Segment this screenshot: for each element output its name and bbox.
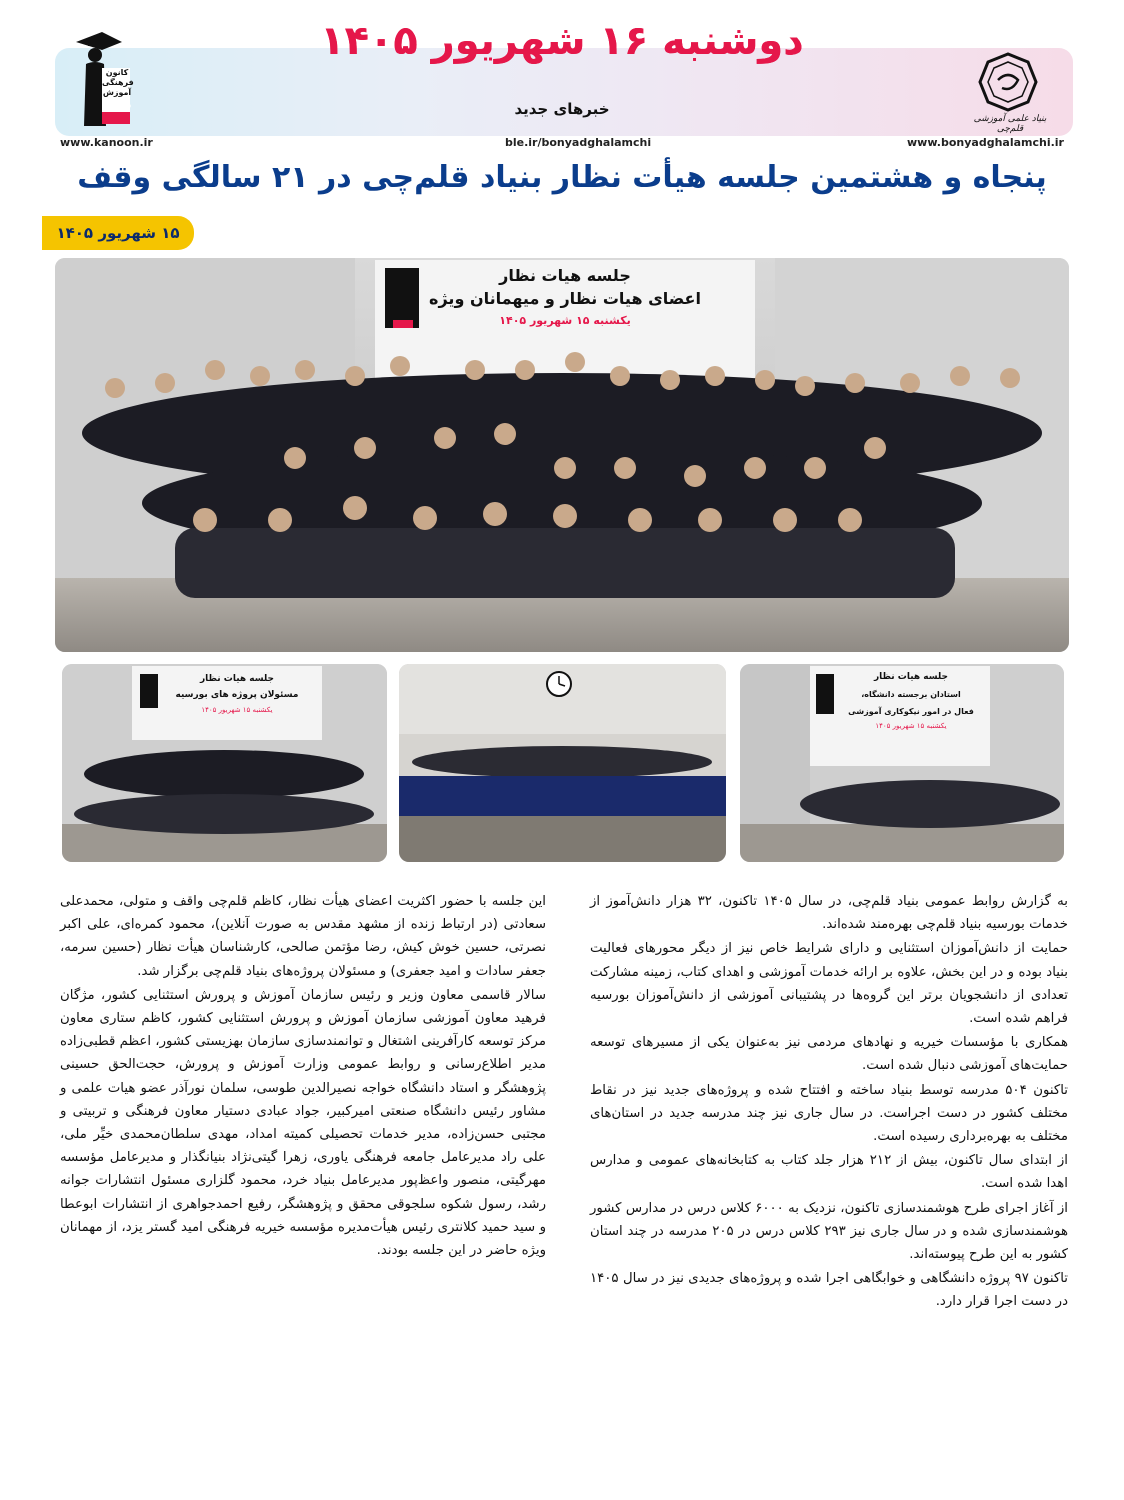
section-subtitle: خبرهای جدید — [514, 100, 610, 118]
left-photo-screen-subtitle: مسئولان پروژه های بورسیه — [175, 690, 299, 700]
logo-text-3: آموزش — [102, 88, 132, 97]
bonyad-logo-text: بنیاد علمی آموزشی قلم‌چی — [973, 114, 1047, 134]
body-paragraph: این جلسه با حضور اکثریت اعضای هیأت نظار، کاظم قلم‌چی واقف و متولی، محمدعلی سعادتی (در ارتباط زنده از مشهد مقدس به صورت آنلاین)، محمود کمره‌ای، علی اکبر نصرتی، حسین خوش کیش، رضا مؤتمن صالحی، کارشناسان هیأت نظار (حسین سرمه، جعفر سادات و امید جعفری) و مسئولان پروژه‌های بنیاد قلم‌چی برگزار شد. — [60, 894, 546, 979]
main-photo-screen-date: یکشنبه ۱۵ شهریور ۱۴۰۵ — [499, 314, 631, 327]
body-paragraph: تاکنون ۹۷ پروژه دانشگاهی و خوابگاهی اجرا شده و پروژه‌های جدیدی نیز در سال ۱۴۰۵ در دست اجرا قرار دارد. — [590, 1271, 1068, 1310]
main-group-photo — [55, 258, 1069, 652]
body-paragraph: به گزارش روابط عمومی بنیاد قلم‌چی، در سال ۱۴۰۵ تاکنون، ۳۲ هزار دانش‌آموز از خدمات بورسیه بنیاد قلم‌چی بهره‌مند شده‌اند. — [590, 894, 1069, 933]
issue-date: دوشنبه ۱۶ شهریور ۱۴۰۵ — [320, 18, 804, 64]
main-photo-screen-subtitle: اعضای هیات نظار و میهمانان ویژه — [429, 289, 701, 308]
article-title: پنجاه و هشتمین جلسه هیأت نظار بنیاد قلم‌چی در ۲۱ سالگی وقف — [77, 160, 1047, 195]
logo-text-2: فرهنگی — [102, 78, 134, 87]
body-paragraph: همکاری با مؤسسات خیریه و نهادهای مردمی نیز به‌عنوان یکی از مسیرهای توسعه حمایت‌های آموزشی دنبال شده است. — [590, 1035, 1068, 1074]
project-managers-photo — [62, 664, 387, 862]
left-photo-screen-date: یکشنبه ۱۵ شهریور ۱۴۰۵ — [201, 706, 273, 714]
body-paragraph: از آغاز اجرای طرح هوشمندسازی تاکنون، نزدیک به ۶۰۰۰ کلاس درس در مدارس کشور هوشمندسازی شده و در سال جاری نیز ۲۹۳ کلاس درس در ۲۰۵ مدرسه در چند استان کشور به این طرح پیوسته‌اند. — [590, 1200, 1068, 1263]
article-body-right-column — [590, 890, 1068, 1315]
logo-text-4: قلم‌چی — [102, 101, 132, 110]
article-body-left-column — [60, 890, 546, 1263]
left-photo-screen-title: جلسه هیات نظار — [199, 674, 275, 684]
article-date-badge: ۱۵ شهریور ۱۴۰۵ — [42, 216, 194, 250]
logo-text-1: کانون — [105, 68, 129, 77]
body-paragraph: از ابتدای سال تاکنون، بیش از ۲۱۲ هزار جلد کتاب به کتابخانه‌های عمومی و مدارس اهدا شده است. — [590, 1153, 1069, 1192]
bale-channel-link[interactable]: ble.ir/bonyadghalamchi — [505, 136, 652, 149]
kanoon-website-link[interactable]: www.kanoon.ir — [60, 136, 153, 149]
bonyad-website-link[interactable]: www.bonyadghalamchi.ir — [907, 136, 1064, 149]
professors-photo — [740, 664, 1064, 862]
right-photo-screen-line2: استادان برجسته دانشگاه، — [861, 690, 961, 699]
right-photo-screen-date: یکشنبه ۱۵ شهریور ۱۴۰۵ — [875, 722, 947, 730]
body-paragraph: حمایت از دانش‌آموزان استثنایی و دارای شرایط خاص نیز از دیگر محورهای فعالیت بنیاد بوده و در این بخش، علاوه بر ارائه خدمات آموزشی و اهدای کتاب، زمینه مشارکت تعدادی از دانشجویان برتر این گروه‌ها در پشتیبانی آموزشی از دانش‌آموزان بورسیه فراهم شده است. — [590, 941, 1068, 1027]
right-photo-screen-title: جلسه هیات نظار — [873, 672, 949, 682]
right-photo-screen-subtitle: فعال در امور نیکوکاری آموزشی — [848, 707, 974, 716]
kanoon-logo — [62, 28, 132, 132]
body-paragraph: تاکنون ۵۰۴ مدرسه توسط بنیاد ساخته و افتتاح شده و پروژه‌های جدید نیز در نقاط مختلف کشور در دست اجراست. در سال جاری نیز چند مدرسه جدید در استان‌های مختلف به بهره‌برداری رسیده است. — [590, 1082, 1068, 1145]
bonyad-logo — [968, 52, 1052, 132]
main-photo-screen-title: جلسه هیات نظار — [499, 266, 631, 285]
meeting-table-photo — [399, 664, 726, 862]
body-paragraph: سالار قاسمی معاون وزیر و رئیس سازمان آموزش و پرورش استثنایی کشور، مژگان فرهید معاون آموزشی سازمان آموزش و پرورش استثنایی کشور، کاظم ستاری معاون مرکز توسعه کارآفرینی اشتغال و توانمندسازی سازمان بهزیستی کشور، اعظم قطبی‌زاده مدیر اطلاع‌رسانی و روابط عمومی وزارت آموزش و پرورش، حجت‌الحق حسینی پژوهشگر و استاد دانشگاه خواجه نصیرالدین طوسی، سلمان نورآذر عضو هیات علمی و مشاور رئیس دانشگاه صنعتی امیرکبیر، جواد عبادی دستیار معاون فرهنگی و تربیتی و مجتبی حسن‌زاده، مدیر خدمات تحصیلی کمیته امداد، مهدی سلطان‌محمدی خیِّر ملی، علی راد مدیرعامل جامعه فرهنگی یاوری، زهرا گیتی‌نژاد بنیانگذار و مدیرعامل مؤسسه مهرگیتی، منصور واعظ‌پور مدیرعامل بنیاد خرد، محمود گلزاری مسئول انتشارات جوانه رشد، رسول شکوه سلجوقی محقق و پژوهشگر، رفیع احمدجواهری از انتشارات ابوعطا و سید حمید کلانتری رئیس هیأت‌مدیره مؤسسه خیریه فرهنگی امید گستر یزد، از مهمانان ویژه حاضر در این جلسه بودند. — [60, 987, 546, 1259]
